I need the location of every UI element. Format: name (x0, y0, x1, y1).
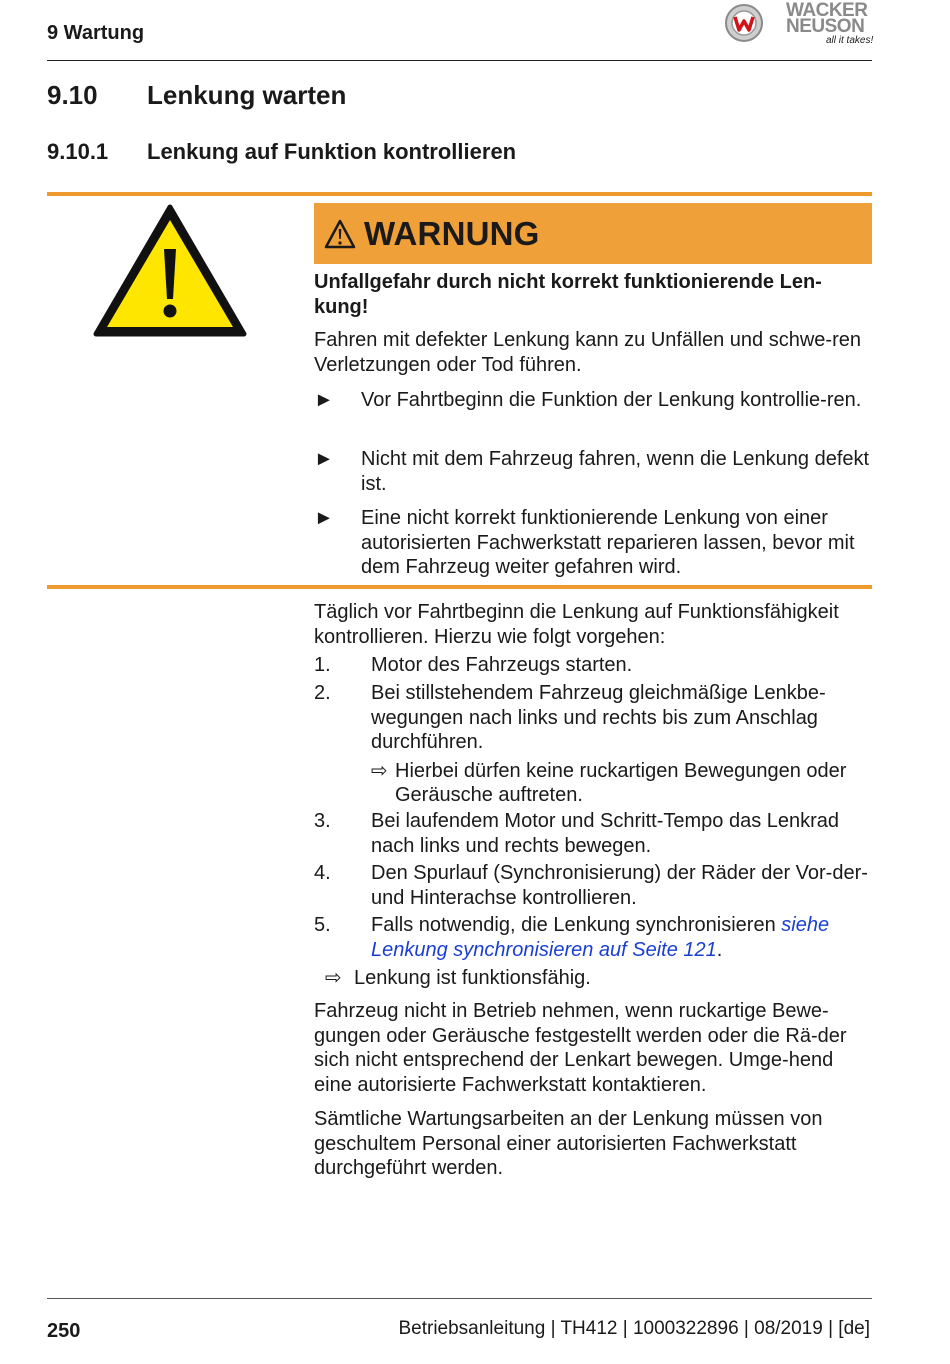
step-item (314, 809, 874, 858)
logo-emblem-icon (724, 3, 764, 43)
final-result-text: Lenkung ist funktionsfähig. (354, 967, 591, 989)
bullet-arrow-icon: ► (314, 448, 334, 470)
step-text: Bei stillstehendem Fahrzeug gleichmäßige Lenkbe-wegungen nach links und rechts bis zum Anschlag durchführen. (371, 682, 826, 753)
intro-paragraph: Täglich vor Fahrtbeginn die Lenkung auf Funktionsfähigkeit kontrollieren. Hierzu wie folgt vorgehen: (314, 601, 839, 648)
warning-body: Fahren mit defekter Lenkung kann zu Unfällen und schwe-ren Verletzungen oder Tod führen. (314, 329, 861, 376)
brand-name-line2: NEUSON (786, 16, 865, 37)
step-text: Den Spurlauf (Synchronisierung) der Räder der Vor-der- und Hinterachse kontrollieren. (371, 862, 868, 909)
warning-bullet (314, 388, 870, 413)
brand-logo (724, 0, 878, 49)
step-number: 4. (314, 862, 331, 884)
final-result (325, 966, 865, 991)
brand-name-line1: WACKER (786, 0, 868, 21)
page-number: 250 (47, 1320, 81, 1342)
step-item (314, 913, 874, 962)
warning-bullet-text: Vor Fahrtbeginn die Funktion der Lenkung kontrollie-ren. (361, 389, 862, 411)
step-number: 3. (314, 810, 331, 832)
warning-bullet (314, 447, 870, 496)
footer-divider (47, 1298, 872, 1299)
result-arrow-icon: ⇨ (371, 759, 388, 782)
heading-1-number: 9.10 (47, 80, 98, 110)
warning-triangle-icon (324, 219, 356, 249)
step-number: 5. (314, 914, 331, 936)
warning-label: WARNUNG (364, 214, 540, 252)
warning-bullet-text: Nicht mit dem Fahrzeug fahren, wenn die Lenkung defekt ist. (361, 448, 870, 495)
cross-reference-link[interactable]: siehe Lenkung synchronisieren auf Seite 121 (371, 914, 830, 961)
paragraph-malfunction: Fahrzeug nicht in Betrieb nehmen, wenn ruckartige Bewe-gungen oder Geräusche festgestellt werden oder die Rä-der sich nicht entsprechend der Lenkart bewegen. Umge-hend eine autorisierte Fachwerkstatt kontaktieren. (314, 1000, 847, 1096)
warning-bullet-text: Eine nicht korrekt funktionierende Lenkung von einer autorisierten Fachwerkstatt reparieren lassen, bevor mit dem Fahrzeug weiter gefahren wird. (361, 507, 855, 578)
step-text-end: . (716, 938, 723, 961)
step-result-text: Hierbei dürfen keine ruckartigen Bewegungen oder Geräusche auftreten. (395, 759, 847, 806)
bullet-arrow-icon: ► (314, 507, 334, 529)
step-number: 1. (314, 654, 331, 676)
heading-2-title: Lenkung auf Funktion kontrollieren (147, 139, 517, 164)
step-result (371, 759, 874, 808)
step-item (314, 681, 874, 808)
heading-1 (47, 80, 346, 111)
warning-title: Unfallgefahr durch nicht korrekt funktionierende Len-kung! (314, 271, 822, 318)
heading-1-title: Lenkung warten (147, 80, 347, 110)
warning-bullet (314, 506, 870, 580)
result-arrow-icon: ⇨ (325, 967, 342, 989)
brand-slogan: all it takes! (826, 35, 874, 46)
step-item (314, 653, 874, 678)
warning-banner (314, 203, 872, 264)
step-text: Falls notwendig, die Lenkung synchronisieren (371, 914, 782, 936)
bullet-arrow-icon: ► (314, 389, 334, 411)
section-header: 9 Wartung (47, 22, 145, 44)
warning-sign-icon (92, 203, 248, 338)
step-item (314, 861, 874, 910)
footer-document-info: Betriebsanleitung | TH412 | 1000322896 | 08/2019 | [de] (398, 1318, 870, 1339)
step-text: Motor des Fahrzeugs starten. (371, 654, 633, 676)
step-text: Bei laufendem Motor und Schritt-Tempo das Lenkrad nach links und rechts bewegen. (371, 810, 840, 857)
step-number: 2. (314, 682, 331, 704)
header-divider (47, 60, 872, 61)
heading-2-number: 9.10.1 (47, 139, 109, 164)
heading-2 (47, 139, 516, 165)
warning-top-rule (47, 192, 872, 196)
warning-bottom-rule (47, 585, 872, 589)
paragraph-maintenance: Sämtliche Wartungsarbeiten an der Lenkung müssen von geschultem Personal einer autorisierten Fachwerkstatt durchgeführt werden. (314, 1108, 823, 1179)
